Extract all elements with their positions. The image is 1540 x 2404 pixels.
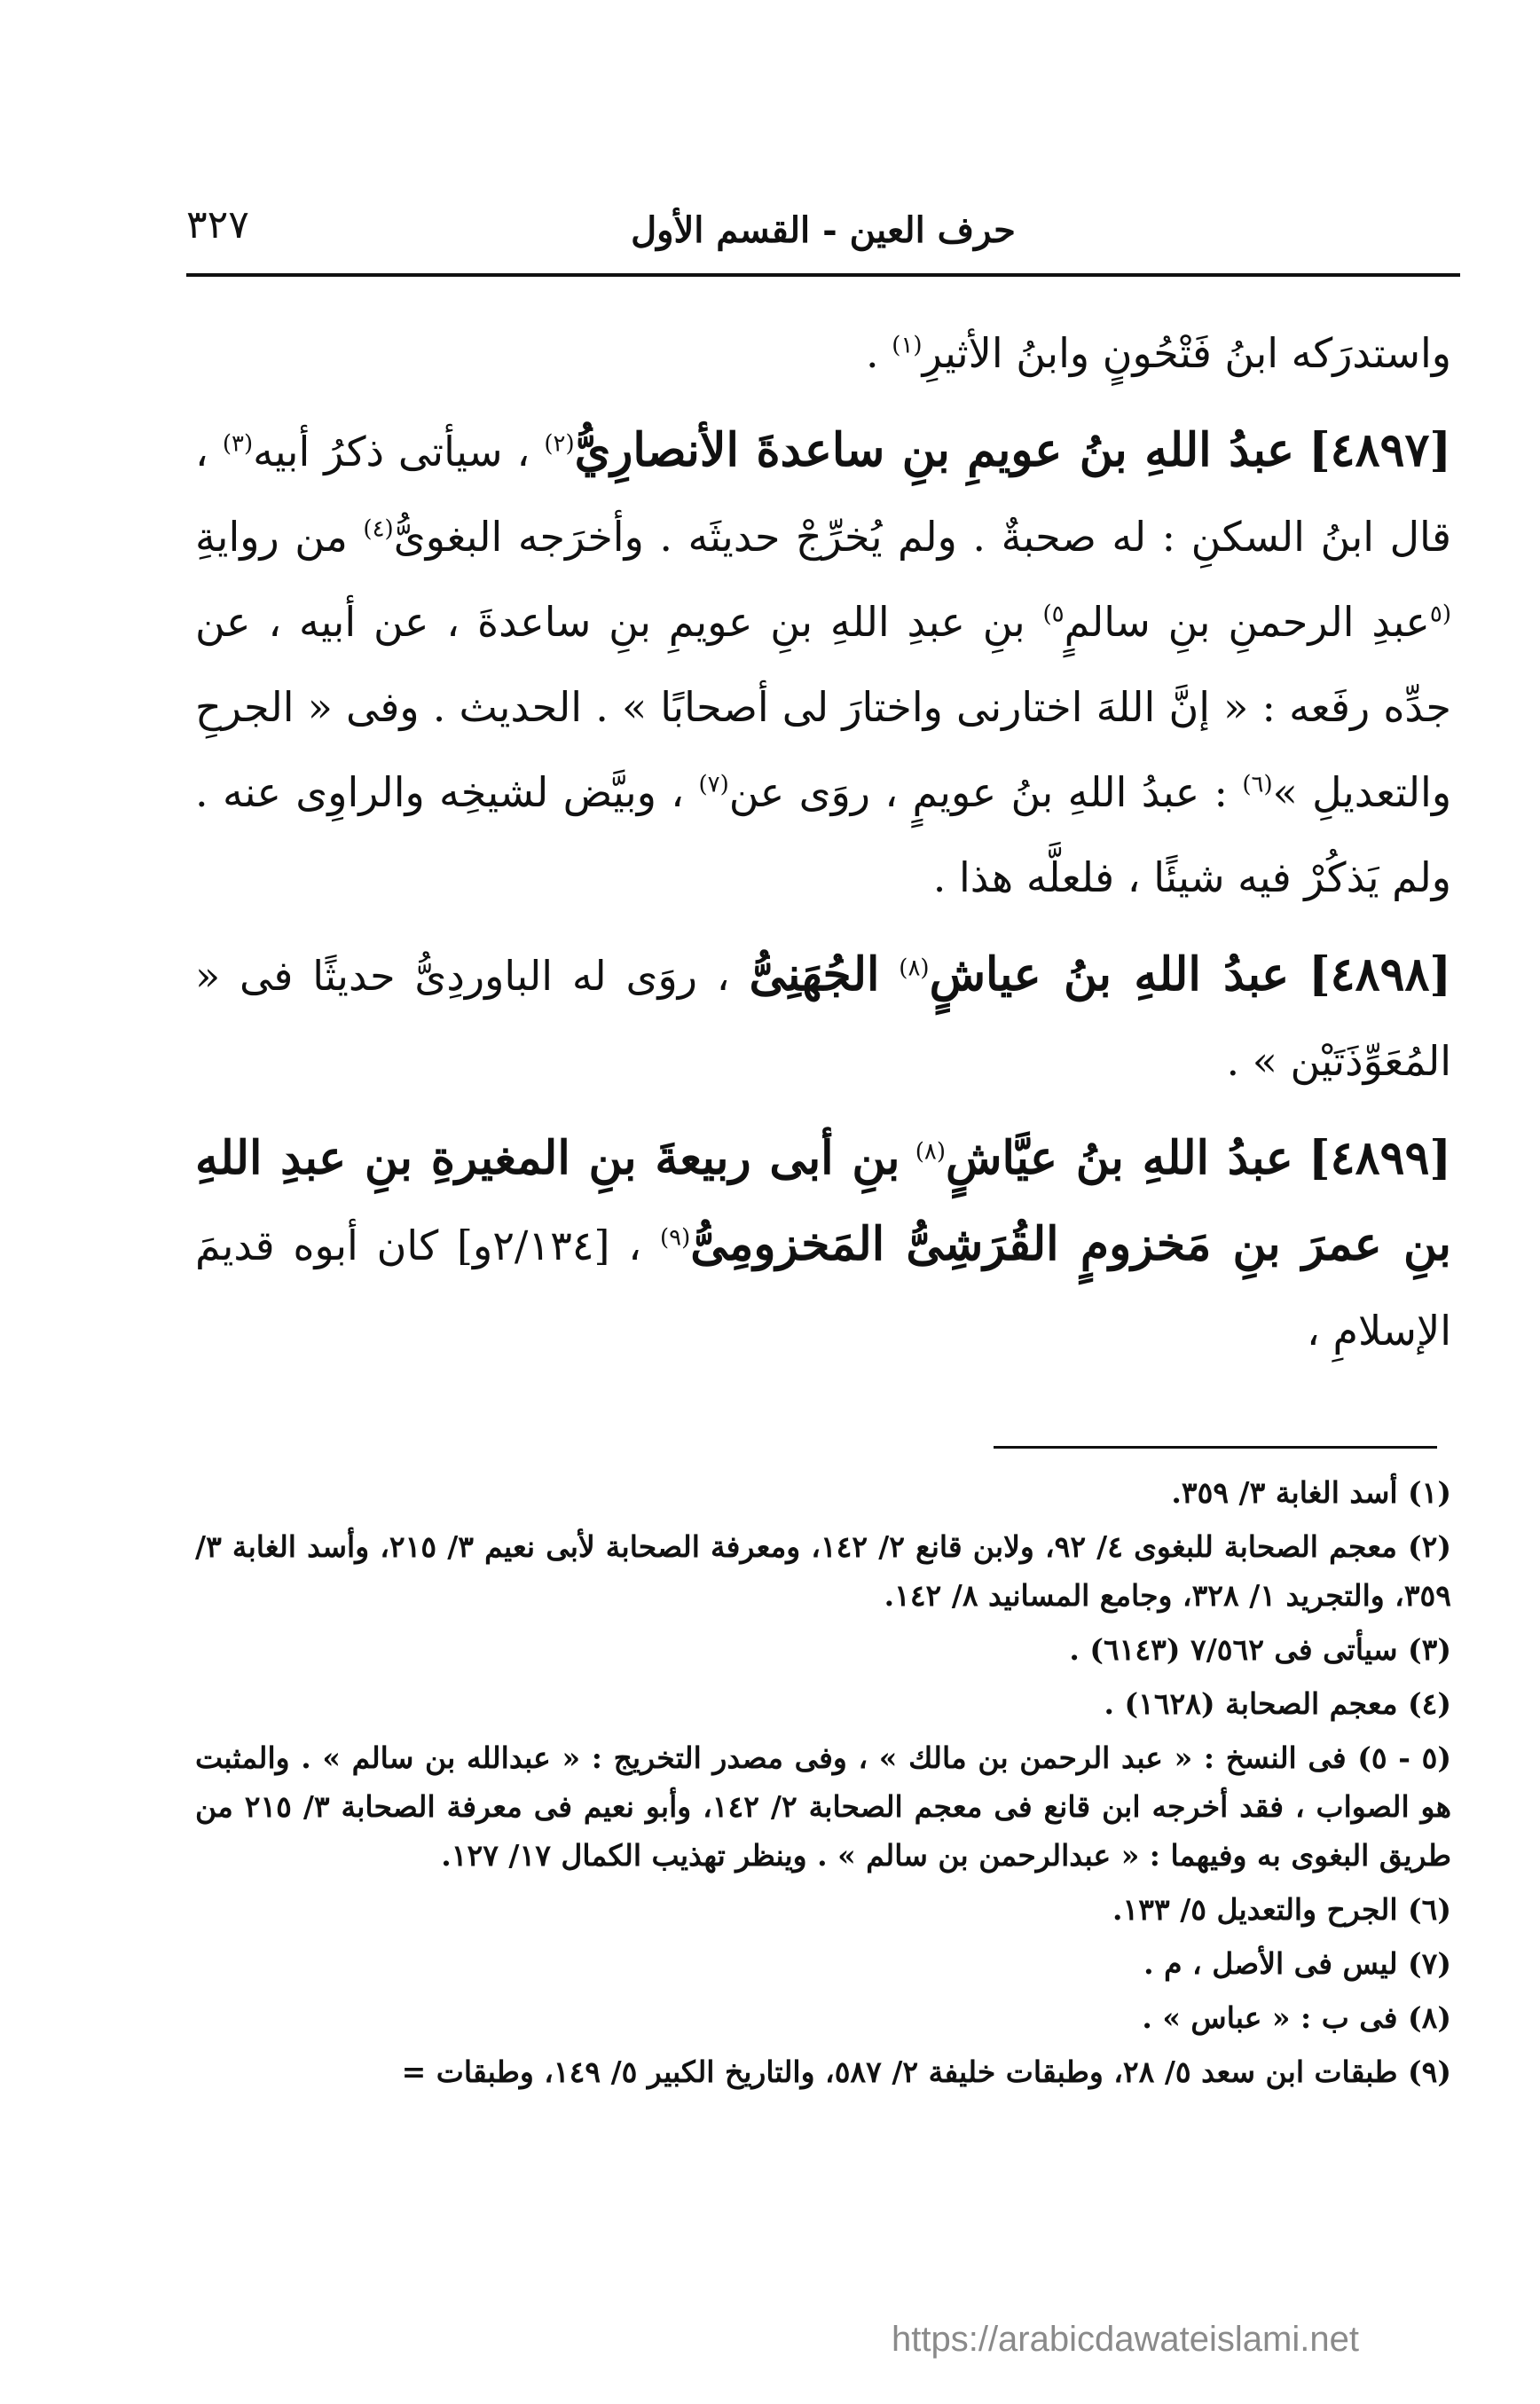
footnote-ref: (٤) [363, 515, 394, 543]
footnote: (٤) معجم الصحابة (١٦٢٨) . [1104, 1686, 1451, 1721]
entry-number: [٤٨٩٧] [1308, 423, 1451, 477]
footnote: (٥ - ٥) فى النسخ : « عبد الرحمن بن مالك » ، وفى مصدر التخريج : « عبدالله بن سالم » . والمثبت هو الصواب ، فقد أخرجه ابن قانع فى معجم الصحابة ٢/ ١٤٢، وأبو نعيم فى معرفة الصحابة ٣/ ٢١٥ من طريق البغوى به وفيهما : « عبدالرحمن بن سالم » . وينظر تهذيب الكمال ١٧/ ١٢٧. [195, 1740, 1452, 1873]
entry-4899 [195, 1116, 1451, 1373]
text-span: ، [٢/١٣٤و] كان أبوه قديمَ الإسلامِ ، [195, 1222, 1451, 1355]
footnote-ref: (٦) [1242, 771, 1273, 798]
header-rule [186, 273, 1460, 277]
text-span: ، وبيَّض لشيخِه والراوِى عنه . ولم يَذكُرْ فيه شيئًا ، فلعلَّه هذا . [195, 768, 1451, 901]
footnote-ref: (٧) [698, 771, 729, 798]
main-text [195, 310, 1451, 1386]
text-span: ، روَى له الباوردِىُّ حديثًا فى « المُعَوِّذَتَيْن » . [195, 952, 1451, 1085]
footnote: (٣) سيأتى فى ٧/٥٦٢ (٦١٤٣) . [1069, 1632, 1451, 1667]
page-number: ٣٢٧ [186, 202, 249, 247]
footnote-ref: (١) [892, 332, 923, 359]
text-span: . [866, 329, 879, 377]
footnote: (٨) فى ب : « عباس » . [1142, 2000, 1451, 2035]
footnote: (٦) الجرح والتعديل ٥/ ١٣٣. [1112, 1892, 1451, 1927]
footnote-separator [994, 1446, 1437, 1449]
footnotes [195, 1468, 1451, 2102]
entry-4898 [195, 932, 1451, 1104]
entry-4897 [195, 408, 1451, 920]
footnote: (٢) معجم الصحابة للبغوى ٤/ ٩٢، ولابن قانع ٢/ ١٤٢، ومعرفة الصحابة لأبى نعيم ٣/ ٢١٥، وأسد الغابة ٣/ ٣٥٩، والتجريد ١/ ٣٢٨، وجامع المسانيد ٨/ ١٤٢. [195, 1529, 1451, 1613]
entry-name: عبدُ اللهِ بنُ عويمِ بنِ ساعدةَ الأنصارِيُّ [574, 423, 1295, 477]
text-span: ، سيأتى ذكرُ أبيه [253, 428, 530, 475]
footnote-ref: (٩) [659, 1224, 691, 1252]
footnote-ref: (٣) [222, 430, 254, 458]
footnote: (٩) طبقات ابن سعد ٥/ ٢٨، وطبقات خليفة ٢/ ٥٨٧، والتاريخ الكبير ٥/ ١٤٩، وطبقات = [401, 2054, 1451, 2089]
watermark-url: https://arabicdawateislami.net [892, 2320, 1359, 2359]
entry-name: عبدُ اللهِ بنُ عيَّاشٍ [946, 1131, 1293, 1185]
footnote-ref: ٥) [1042, 601, 1065, 628]
paragraph-intro [195, 310, 1451, 396]
entry-number: [٤٨٩٩] [1308, 1131, 1451, 1185]
running-title: حرف العين - القسم الأول [631, 209, 1016, 251]
text-span: ، قال ابنُ السكنِ : له صحبةٌ . ولم يُخرِّجْ حديثَه . وأخرَجه البغوىُّ [195, 428, 1452, 561]
text-span: : عبدُ اللهِ بنُ عويمٍ ، روَى عن [728, 768, 1229, 816]
text-span: من روايةِ [195, 513, 348, 561]
text-span: بنِ عبدِ اللهِ بنِ عويمِ بنِ ساعدةَ ، عن أبيه ، عن جدِّه رفَعه : « إنَّ اللهَ اختارنى واختارَ لى أصحابًا » . الحديث . وفى « الجرحِ والتعديلِ » [195, 598, 1452, 816]
entry-name-nisba: الجُهَنِىُّ [749, 947, 880, 1002]
footnote: (٧) ليس فى الأصل ، م . [1143, 1946, 1451, 1981]
footnote-ref: (٨) [899, 955, 930, 982]
entry-name-lineage: بنِ أبى ربيعةَ بنِ المغيرةِ بنِ عبدِ اللهِ بنِ عمرَ بنِ مَخزومٍ القُرَشِىُّ المَخزومِىُّ [195, 1131, 1451, 1271]
footnote: (١) أسد الغابة ٣/ ٣٥٩. [1171, 1475, 1451, 1510]
text-span: واستدرَكه ابنُ فَتْحُونٍ وابنُ الأثيرِ [922, 329, 1451, 377]
entry-number: [٤٨٩٨] [1308, 947, 1451, 1002]
entry-name: عبدُ اللهِ بنُ عياشٍ [929, 947, 1290, 1002]
page-header [186, 193, 1460, 264]
text-span: عبدِ الرحمنِ بنِ سالمٍ [1064, 598, 1430, 646]
footnote-ref: (٢) [544, 430, 575, 458]
footnote-ref: (٨) [915, 1138, 946, 1166]
footnote-ref: (٥ [1429, 601, 1451, 628]
